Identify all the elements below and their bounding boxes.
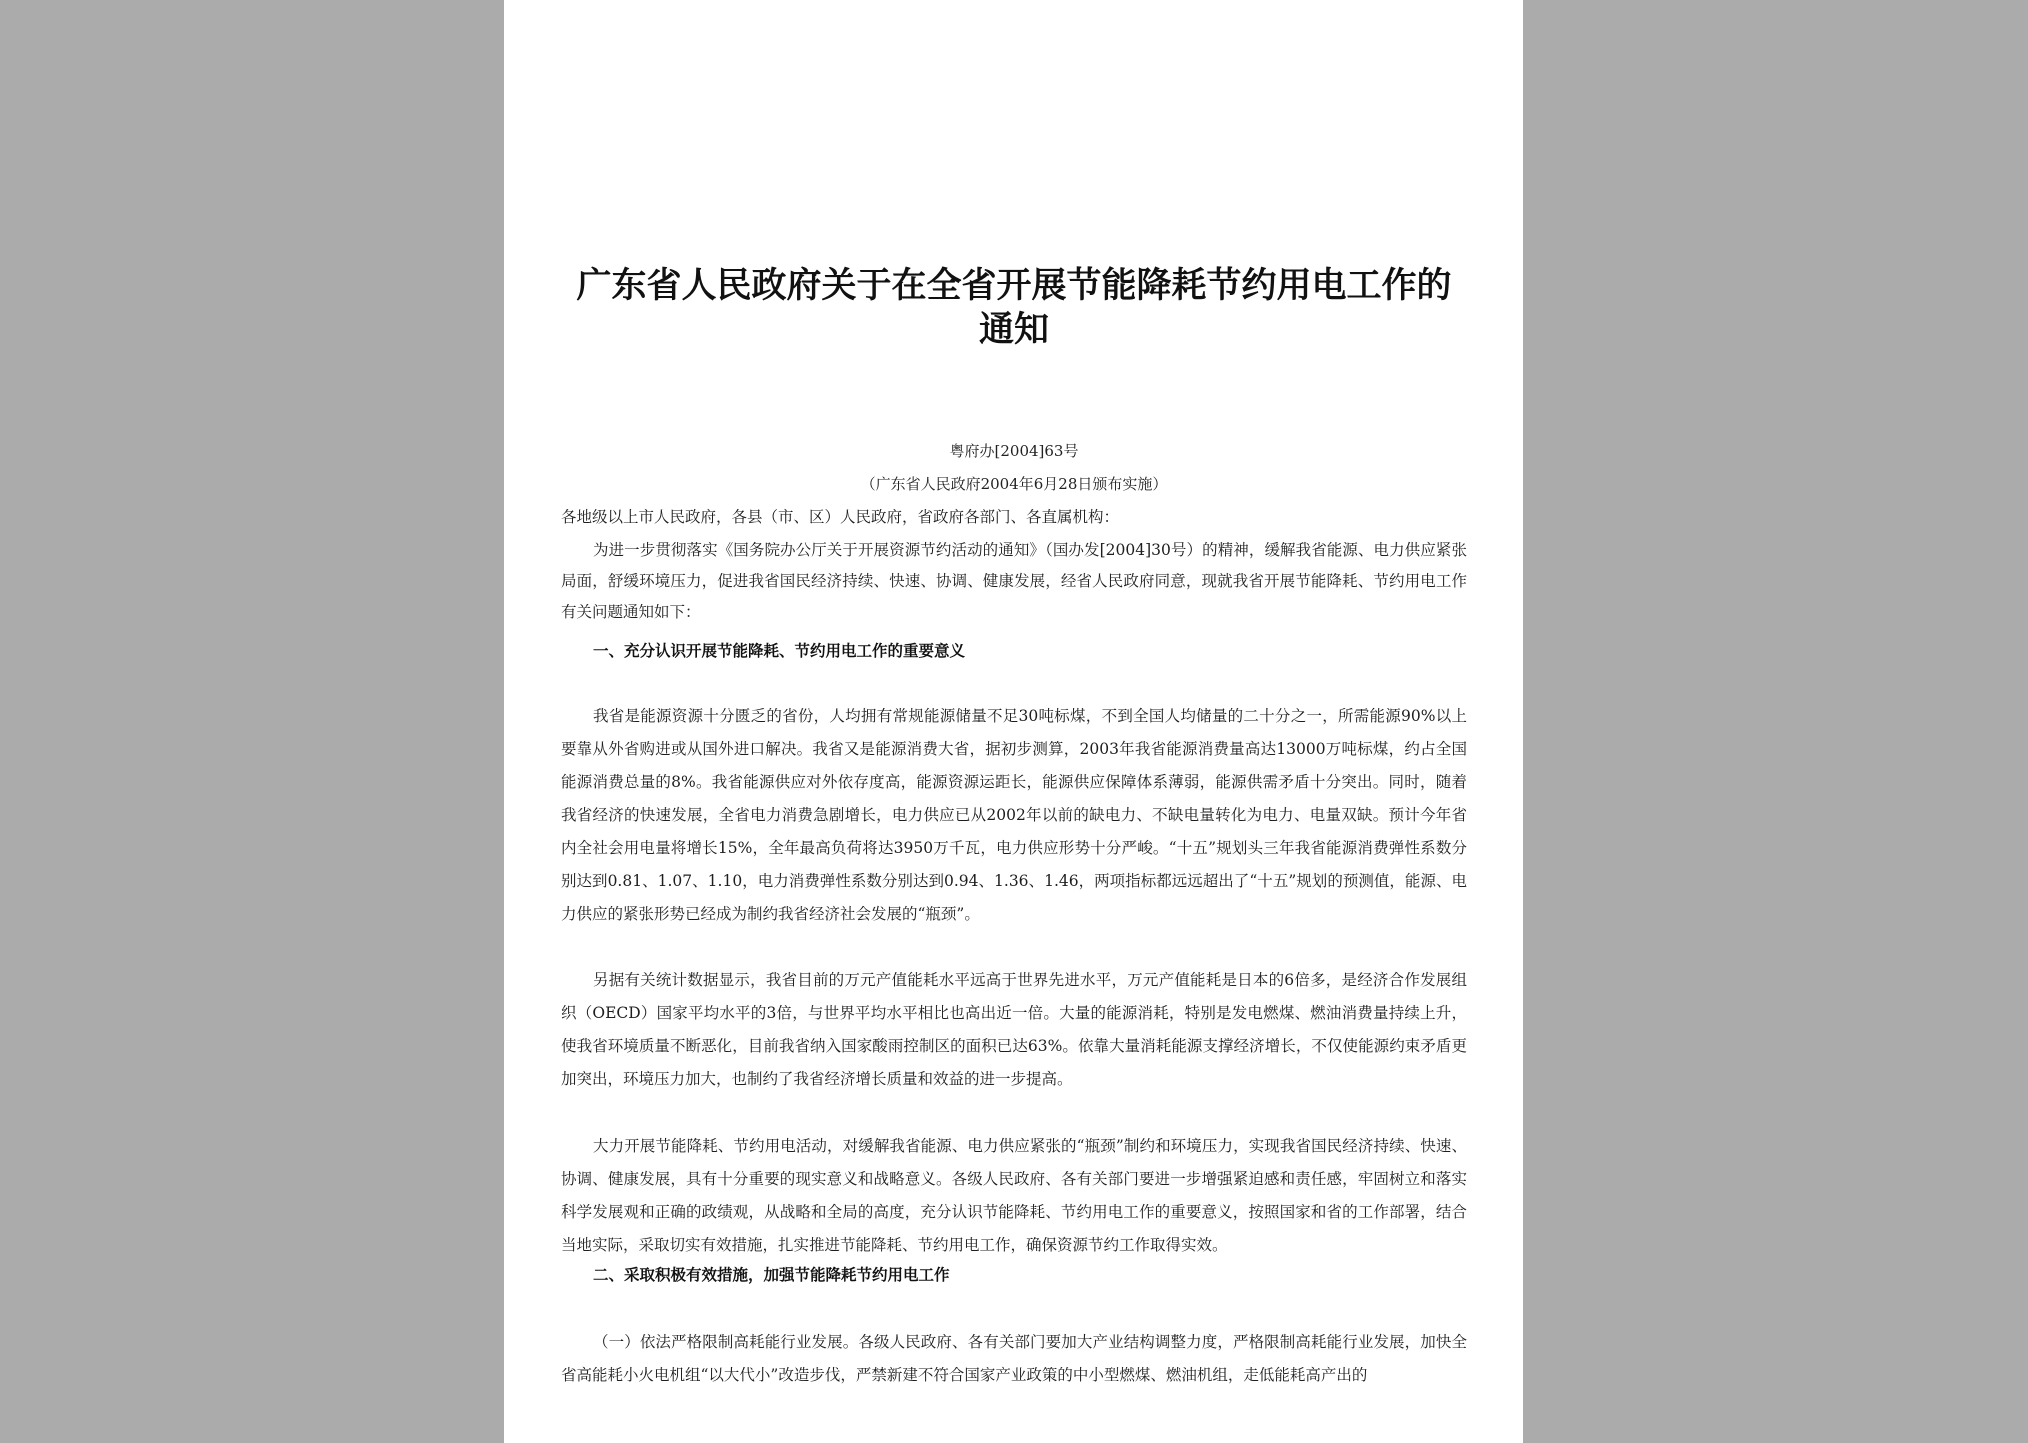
section-2-heading: 二、采取积极有效措施，加强节能降耗节约用电工作 [593, 1265, 950, 1284]
salutation: 各地级以上市人民政府，各县（市、区）人民政府，省政府各部门、各直属机构： [561, 508, 1120, 526]
section-1-heading: 一、充分认识开展节能降耗、节约用电工作的重要意义 [593, 641, 966, 660]
section-1-paragraph-2: 另据有关统计数据显示，我省目前的万元产值能耗水平远高于世界先进水平，万元产值能耗是日本的6倍多，是经济合作发展组织（OECD）国家平均水平的3倍，与世界平均水平相比也高出近一倍。大量的能源消耗，特别是发电燃煤、燃油消费量持续上升，使我省环境质量不断恶化，目前我省纳入国家酸雨控制区的面积已达63%。依靠大量消耗能源支撑经济增长，不仅使能源约束矛盾更加突出，环境压力加大，也制约了我省经济增长质量和效益的进一步提高。 [561, 971, 1467, 1088]
section-2-paragraph-1: （一）依法严格限制高耗能行业发展。各级人民政府、各有关部门要加大产业结构调整力度，严格限制高耗能行业发展，加快全省高能耗小火电机组“以大代小”改造步伐，严禁新建不符合国家产业政策的中小型燃煤、燃油机组，走低能耗高产出的 [561, 1333, 1467, 1384]
document-page [504, 0, 1523, 1443]
document-number: 粤府办[2004]63号 [949, 442, 1079, 460]
section-1-paragraph-1: 我省是能源资源十分匮乏的省份，人均拥有常规能源储量不足30吨标煤，不到全国人均储量的二十分之一，所需能源90%以上要靠从外省购进或从国外进口解决。我省又是能源消费大省，据初步测算，2003年我省能源消费量高达13000万吨标煤，约占全国能源消费总量的8%。我省能源供应对外依存度高，能源资源运距长，能源供应保障体系薄弱，能源供需矛盾十分突出。同时，随着我省经济的快速发展，全省电力消费急剧增长，电力供应已从2002年以前的缺电力、不缺电量转化为电力、电量双缺。预计今年省内全社会用电量将增长15%，全年最高负荷将达3950万千瓦，电力供应形势十分严峻。“十五”规划头三年我省能源消费弹性系数分别达到0.81、1.07、1.10，电力消费弹性系数分别达到0.94、1.36、1.46，两项指标都远远超出了“十五”规划的预测值，能源、电力供应的紧张形势已经成为制约我省经济社会发展的“瓶颈”。 [561, 707, 1467, 923]
issue-note: （广东省人民政府2004年6月28日颁布实施） [860, 475, 1168, 493]
section-1-paragraph-3: 大力开展节能降耗、节约用电活动，对缓解我省能源、电力供应紧张的“瓶颈”制约和环境压力，实现我省国民经济持续、快速、协调、健康发展，具有十分重要的现实意义和战略意义。各级人民政府、各有关部门要进一步增强紧迫感和责任感，牢固树立和落实科学发展观和正确的政绩观，从战略和全局的高度，充分认识节能降耗、节约用电工作的重要意义，按照国家和省的工作部署，结合当地实际，采取切实有效措施，扎实推进节能降耗、节约用电工作，确保资源节约工作取得实效。 [561, 1137, 1467, 1254]
intro-paragraph: 为进一步贯彻落实《国务院办公厅关于开展资源节约活动的通知》（国办发[2004]30号）的精神，缓解我省能源、电力供应紧张局面，舒缓环境压力，促进我省国民经济持续、快速、协调、健康发展，经省人民政府同意，现就我省开展节能降耗、节约用电工作有关问题通知如下： [561, 541, 1467, 621]
document-title: 广东省人民政府关于在全省开展节能降耗节约用电工作的通知 [576, 265, 1452, 350]
